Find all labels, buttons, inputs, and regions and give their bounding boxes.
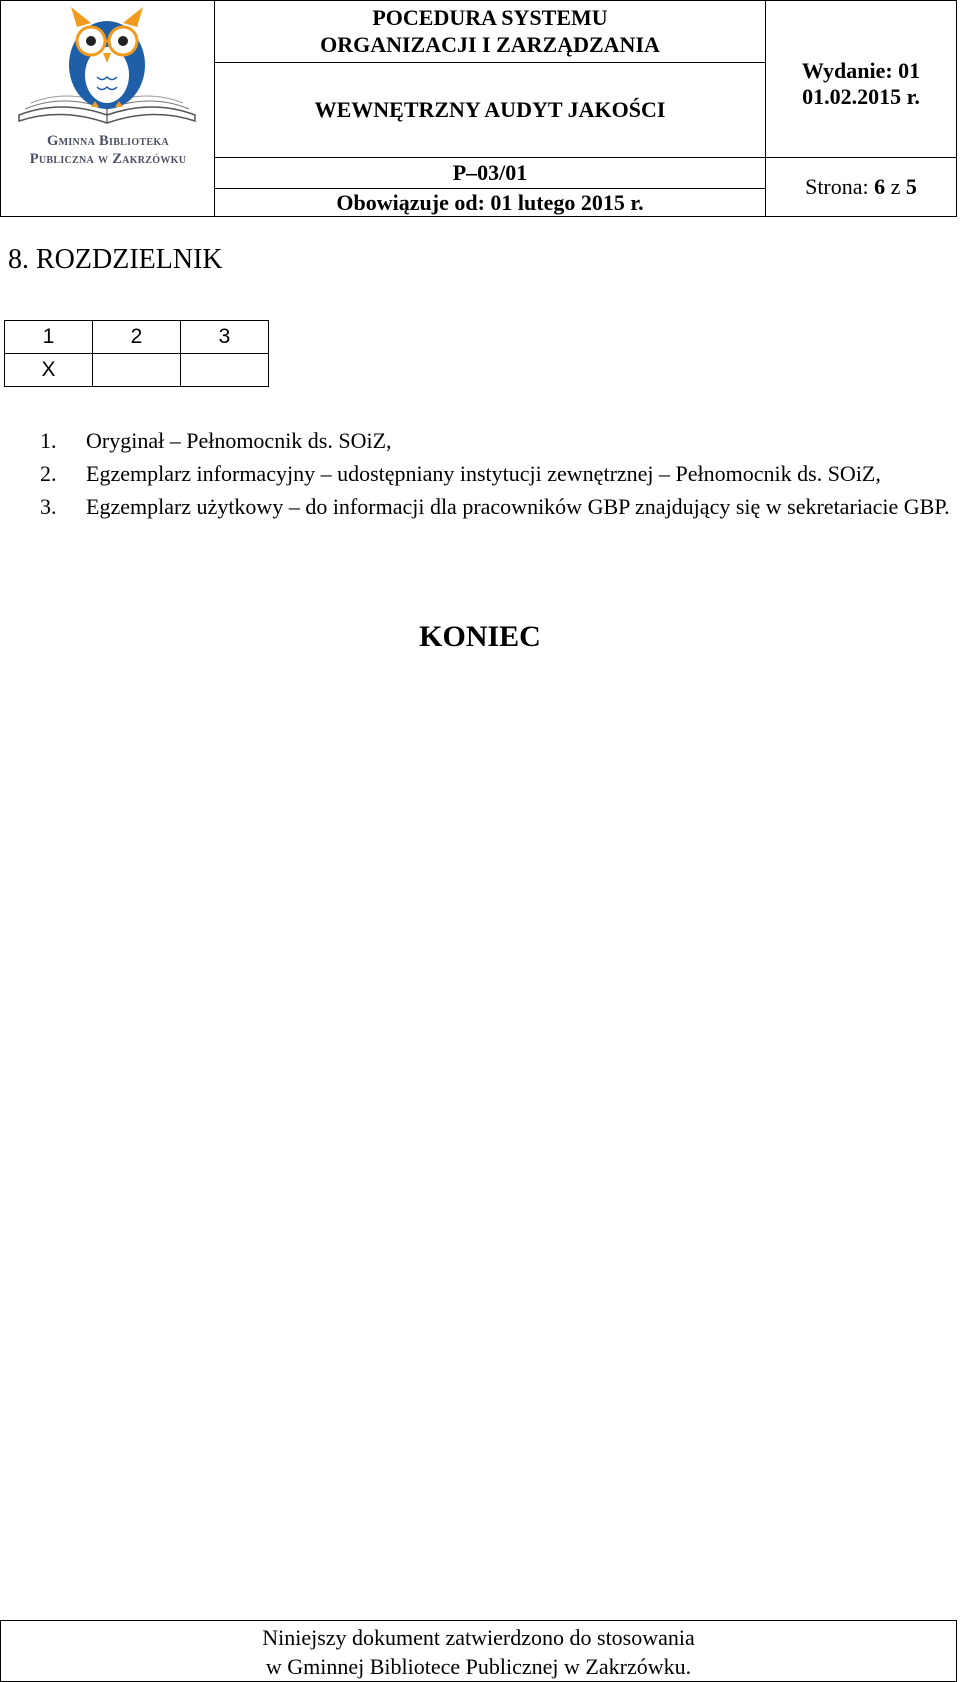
distribution-table: [4, 320, 269, 387]
table-cell: X: [5, 354, 93, 387]
procedure-title: [215, 1, 765, 62]
table-cell: 1: [5, 321, 93, 354]
procedure-subtitle: WEWNĘTRZNY AUDYT JAKOŚCI: [314, 96, 666, 122]
page-of: z: [890, 174, 901, 200]
procedure-title-line2: ORGANIZACJI I ZARZĄDZANIA: [320, 31, 660, 57]
table-row: [5, 354, 269, 387]
table-cell: 3: [181, 321, 269, 354]
edition-date: 01.02.2015 r.: [802, 84, 920, 109]
list-item-number: 1.: [40, 428, 57, 453]
logo-text-line1: Gminna Biblioteka: [47, 133, 169, 149]
list-item-text: Egzemplarz użytkowy – do informacji dla pracowników GBP znajdujący się w sekretariacie GBP.: [86, 494, 950, 519]
footer-line1: Niniejszy dokument zatwierdzono do stosowania: [262, 1625, 695, 1650]
list-item-text: Egzemplarz informacyjny – udostępniany instytucji zewnętrznej – Pełnomocnik ds. SOiZ,: [86, 461, 881, 486]
document-header: [0, 0, 957, 217]
table-cell: [93, 354, 181, 387]
list-item: [40, 458, 957, 489]
table-cell: 2: [93, 321, 181, 354]
page-label: Strona:: [805, 174, 869, 200]
distribution-list: [40, 425, 957, 524]
effective-date: Obowiązuje od: 01 lutego 2015 r.: [336, 189, 644, 215]
list-item-number: 3.: [40, 494, 57, 519]
procedure-code: P–03/01: [452, 159, 528, 185]
table-row: [5, 321, 269, 354]
edition-number: Wydanie: 01: [801, 57, 921, 83]
page-total: 5: [905, 174, 917, 200]
procedure-title-line1: POCEDURA SYSTEMU: [372, 5, 608, 31]
table-cell: [181, 354, 269, 387]
approval-footer: [0, 1620, 957, 1682]
list-item-number: 2.: [40, 461, 57, 486]
logo-text-line2: Publiczna w Zakrzówku: [29, 151, 187, 167]
edition-info: [766, 1, 956, 157]
list-item: [40, 425, 957, 456]
page-current: 6: [874, 174, 886, 200]
end-marker: KONIEC: [419, 620, 541, 653]
section-heading: 8. ROZDZIELNIK: [8, 244, 223, 275]
footer-line2: w Gminnej Bibliotece Publicznej w Zakrzówku.: [265, 1654, 692, 1679]
list-item-text: Oryginał – Pełnomocnik ds. SOiZ,: [86, 428, 392, 453]
owl-book-icon: [11, 3, 203, 133]
list-item: [40, 491, 957, 522]
page-number: [766, 158, 956, 217]
